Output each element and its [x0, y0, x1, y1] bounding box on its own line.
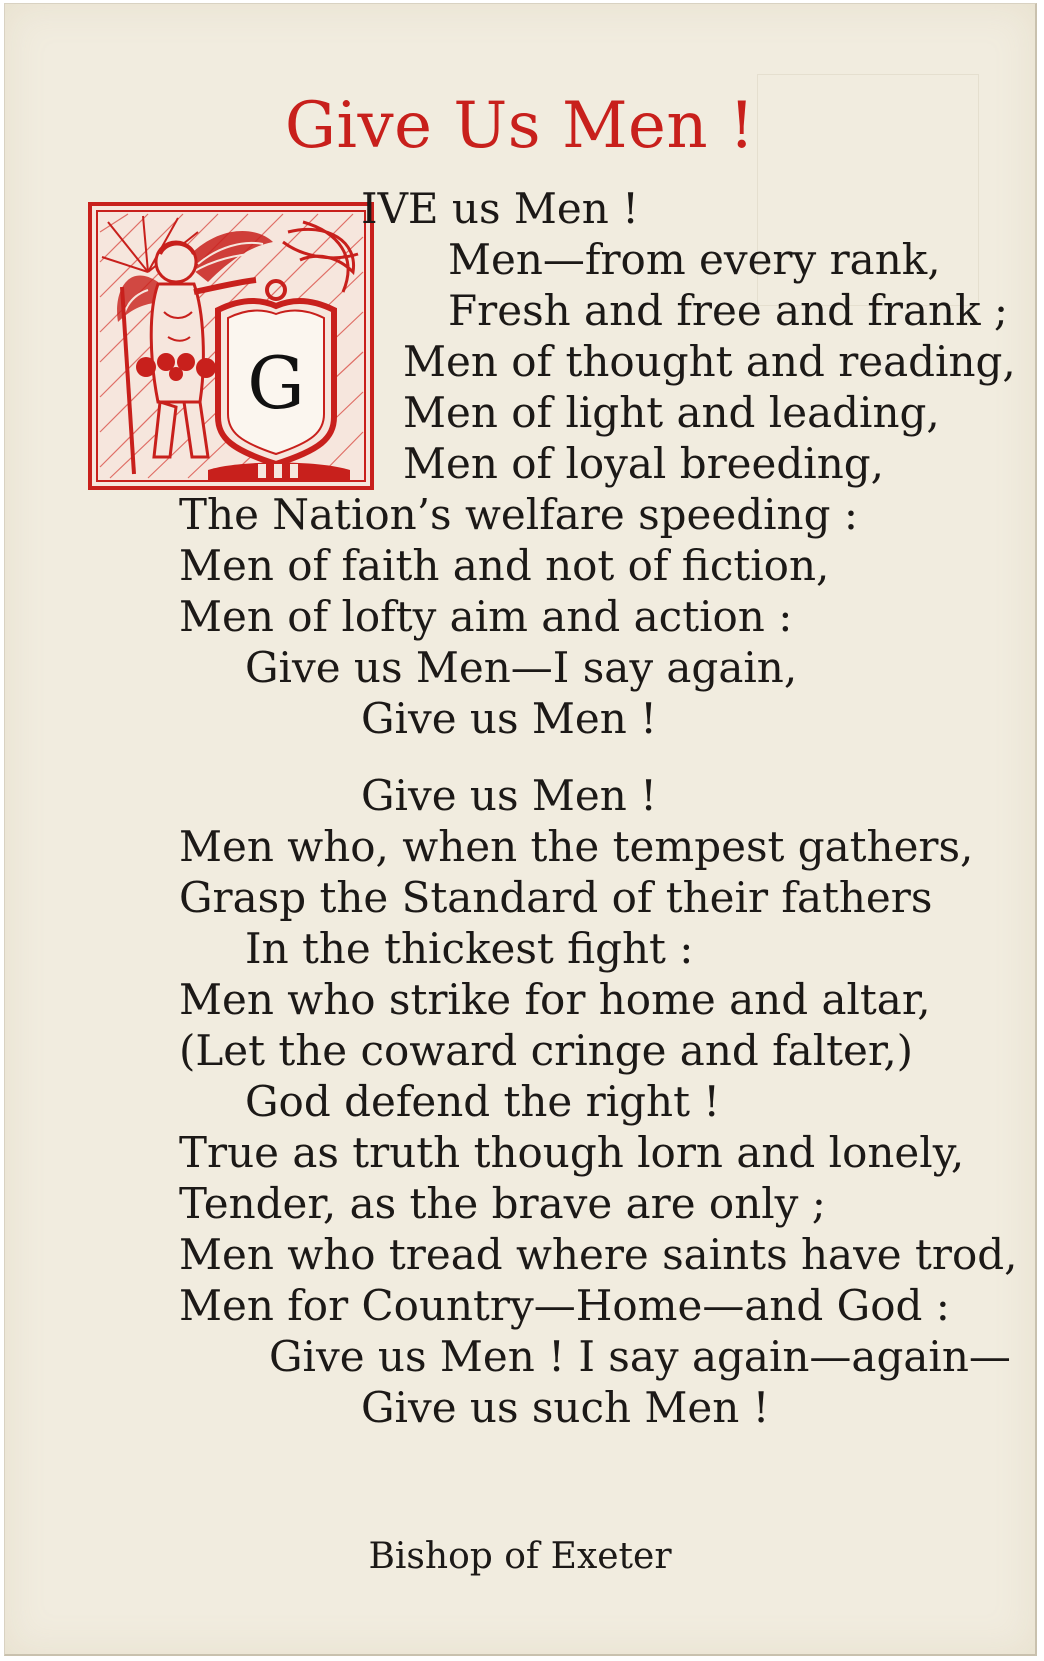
poem-line: Men who, when the tempest gathers, — [179, 822, 974, 871]
poem-line: The Nation’s welfare speeding : — [179, 490, 858, 539]
poem-line: Give us Men ! I say again—again— — [269, 1332, 1011, 1381]
postcard — [4, 3, 1037, 1656]
poem-line: Give us Men—I say again, — [245, 643, 798, 692]
poem-line: Men of light and leading, — [403, 388, 940, 437]
poem-title: Give Us Men ! — [284, 89, 756, 163]
author-attribution: Bishop of Exeter — [368, 1536, 672, 1577]
poem-line: Men of faith and not of fiction, — [179, 541, 830, 590]
poem-line: Men of lofty aim and action : — [179, 592, 793, 641]
poem-line: Give us Men ! — [361, 771, 658, 820]
svg-text:G: G — [247, 341, 305, 425]
poem-line: Men for Country—Home—and God : — [179, 1281, 950, 1330]
poem-line: Give us Men ! — [361, 694, 658, 743]
poem-line: Fresh and free and frank ; — [448, 286, 1009, 335]
poem-line: True as truth though lorn and lonely, — [179, 1128, 965, 1177]
poem-line: (Let the coward cringe and falter,) — [179, 1026, 914, 1075]
poem-line: Give us such Men ! — [361, 1383, 770, 1432]
illuminated-initial — [88, 202, 374, 490]
poem-line: Men—from every rank, — [448, 235, 941, 284]
poem-line: Tender, as the brave are only ; — [179, 1179, 826, 1228]
poem-line: Grasp the Standard of their fathers — [179, 873, 933, 922]
poem-line: IVE us Men ! — [361, 184, 640, 233]
poem-line: Men of thought and reading, — [403, 337, 1016, 386]
poem-line: In the thickest fight : — [245, 924, 694, 973]
poem-line: Men who tread where saints have trod, — [179, 1230, 1018, 1279]
poem-line: Men who strike for home and altar, — [179, 975, 931, 1024]
poem-line: God defend the right ! — [245, 1077, 721, 1126]
poem-line: Men of loyal breeding, — [403, 439, 884, 488]
